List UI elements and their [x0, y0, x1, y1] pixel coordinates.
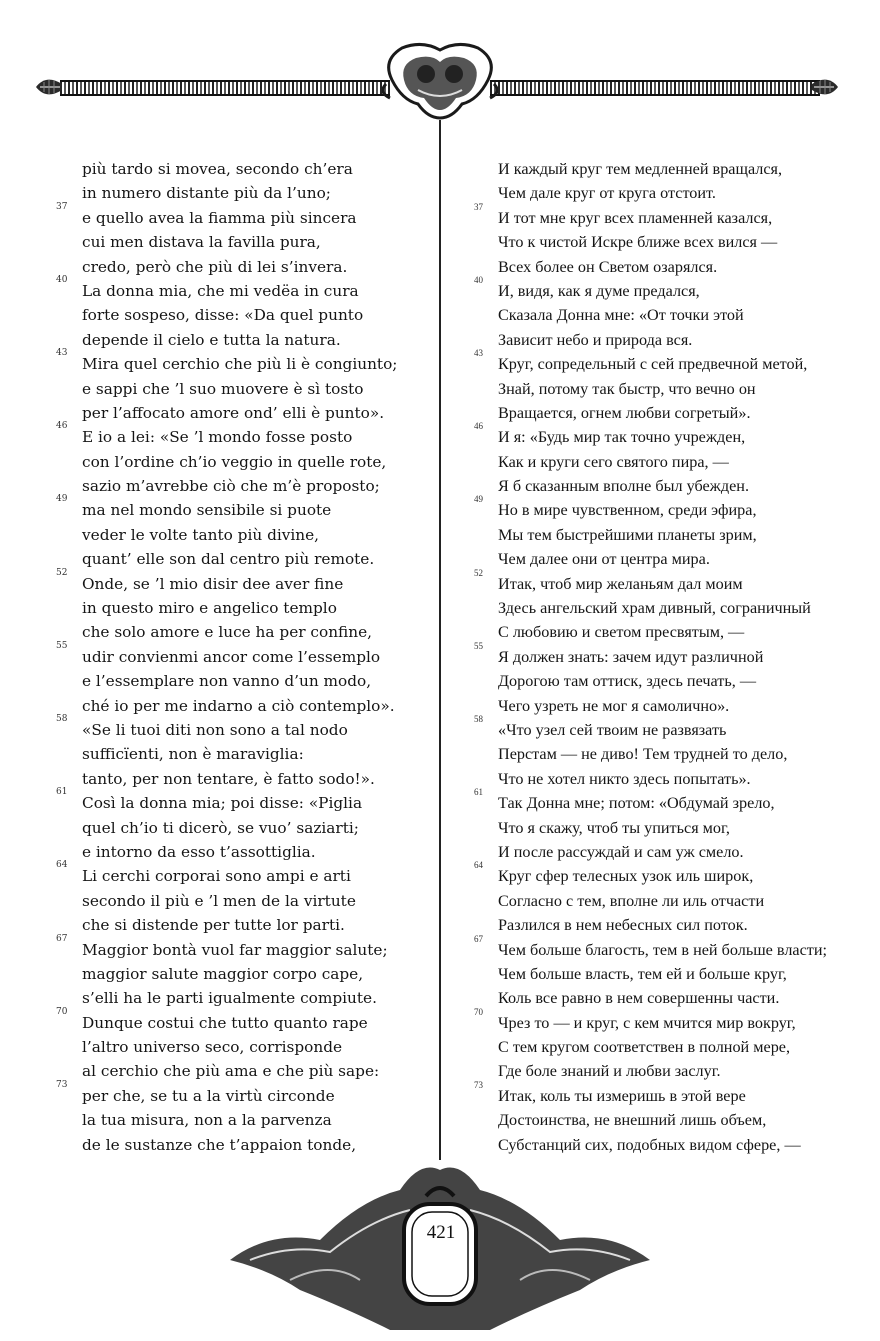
- verse-text: Достоинства, не внешний лишь объем,: [498, 1111, 767, 1130]
- russian-verse-line: [470, 1133, 850, 1157]
- verse-text: Знай, потому так быстр, что вечно он: [498, 379, 756, 398]
- italian-verse-line: [50, 201, 430, 230]
- verse-number: 40: [474, 274, 483, 285]
- russian-verse-line: [470, 377, 850, 401]
- verse-text: Субстанций сих, подобных видом сфере, —: [498, 1135, 801, 1154]
- verse-number: 73: [474, 1079, 483, 1090]
- verse-text: Дорогою там оттиск, здесь печать, —: [498, 672, 757, 691]
- verse-text: forte sospeso, disse: «Da quel punto: [82, 306, 364, 325]
- verse-text: per che, se tu a la virtù circonde: [82, 1086, 335, 1105]
- italian-verse-line: [50, 567, 430, 596]
- right-finial-icon: [810, 74, 840, 100]
- verse-text: Я б сказанным вполне был убежден.: [498, 477, 749, 496]
- verse-text: «Что узел сей твоим не развязать: [498, 720, 727, 739]
- verse-text: più tardo si movea, secondo ch’era: [82, 160, 353, 178]
- verse-text: udir convienmi ancor come l’essemplo: [82, 647, 381, 666]
- italian-verse-line: [50, 547, 430, 571]
- verse-text: e quello avea la fiamma più sincera: [82, 208, 357, 227]
- italian-verse-line: [50, 840, 430, 864]
- verse-text: e l’essemplare non vanno d’un modo,: [82, 672, 372, 691]
- verse-text: Mira quel cerchio che più li è congiunto;: [82, 355, 398, 374]
- verse-text: Чем далее они от центра мира.: [498, 550, 710, 569]
- verse-text: che solo amore e luce ha per confine,: [82, 623, 373, 642]
- russian-verse-line: [470, 567, 850, 596]
- verse-text: Сказала Донна мне: «От точки этой: [498, 306, 744, 325]
- italian-verse-line: [50, 401, 430, 425]
- verse-text: maggior salute maggior corpo cape,: [82, 964, 364, 983]
- russian-verse-line: [470, 230, 850, 254]
- russian-verse-line: [470, 274, 850, 303]
- verse-text: in numero distante più da l’uno;: [82, 184, 331, 203]
- russian-verse-line: [470, 596, 850, 620]
- italian-verse-line: [50, 523, 430, 547]
- russian-verse-line: [470, 1059, 850, 1083]
- verse-text: veder le volte tanto più divine,: [82, 525, 320, 544]
- italian-verse-line: [50, 230, 430, 254]
- russian-verse-line: [470, 157, 850, 181]
- russian-verse-line: [470, 303, 850, 327]
- verse-text: Что я скажу, чтоб ты упиться мог,: [498, 818, 730, 837]
- italian-verse-line: [50, 816, 430, 840]
- verse-text: Чем больше благость, тем в ней больше власти;: [498, 940, 828, 959]
- verse-text: Разлился в нем небесных сил поток.: [498, 916, 748, 935]
- verse-text: Итак, коль ты измеришь в этой вере: [498, 1086, 746, 1105]
- russian-verse-line: [470, 474, 850, 498]
- russian-verse-line: [470, 933, 850, 962]
- page-number: 421: [426, 1222, 456, 1243]
- verse-number: 55: [474, 640, 483, 651]
- verse-text: Maggior bontà vuol far maggior salute;: [82, 940, 388, 959]
- russian-verse-line: [470, 889, 850, 913]
- russian-verse-line: [470, 767, 850, 791]
- verse-text: sufficïenti, non è maraviglia:: [82, 745, 304, 764]
- italian-verse-line: [50, 1079, 430, 1108]
- italian-verse-line: [50, 620, 430, 644]
- russian-verse-line: [470, 523, 850, 547]
- italian-verse-line: [50, 889, 430, 913]
- italian-verse-line: [50, 157, 430, 181]
- verse-text: Коль все равно в нем совершенны части.: [498, 989, 780, 1008]
- verse-text: La donna mia, che mi vedëa in cura: [82, 281, 359, 300]
- verse-text: Вращается, огнем любви согретый».: [498, 403, 751, 422]
- verse-text: de le sustanze che t’appaion tonde,: [82, 1135, 357, 1154]
- verse-text: И, видя, как я думе предался,: [498, 281, 700, 300]
- verse-text: e sappi che ’l suo muovere è sì tosto: [82, 379, 364, 398]
- verse-text: al cerchio che più ama e che più sape:: [82, 1062, 380, 1081]
- verse-text: che si distende per tutte lor parti.: [82, 916, 345, 935]
- verse-text: Круг сфер телесных узок иль широк,: [498, 867, 754, 886]
- italian-verse-line: [50, 767, 430, 791]
- italian-verse-line: [50, 450, 430, 474]
- italian-verse-line: [50, 181, 430, 205]
- russian-verse-line: [470, 713, 850, 742]
- verse-text: С любовию и светом пресвятым, —: [498, 623, 745, 642]
- header-rod-right: [490, 80, 820, 96]
- italian-verse-line: [50, 669, 430, 693]
- russian-verse-line: [470, 1006, 850, 1035]
- russian-verse-line: [470, 620, 850, 644]
- italian-verse-line: [50, 255, 430, 279]
- italian-verse-line: [50, 274, 430, 303]
- verse-text: Я должен знать: зачем идут различной: [498, 647, 764, 666]
- footer-ornament-icon: [230, 1160, 650, 1340]
- italian-verse-line: [50, 860, 430, 888]
- verse-text: Чего узреть не мог я самолично».: [498, 696, 730, 715]
- italian-verse-line: [50, 328, 430, 352]
- verse-number: 46: [474, 421, 483, 432]
- italian-verse-line: [50, 474, 430, 498]
- verse-number: 37: [56, 201, 68, 212]
- verse-text: secondo il più e ’l men de la virtute: [82, 891, 356, 910]
- verse-text: con l’ordine ch’io veggio in quelle rote,: [82, 452, 387, 471]
- verse-text: s’elli ha le parti igualmente compiute.: [82, 989, 377, 1008]
- russian-verse-line: [470, 255, 850, 279]
- verse-text: И тот мне круг всех пламенней казался,: [498, 208, 773, 227]
- russian-verse-line: [470, 328, 850, 352]
- verse-text: in questo miro e angelico templo: [82, 599, 337, 618]
- italian-verse-line: [50, 962, 430, 986]
- verse-text: Чрез то — и круг, с кем мчится мир вокруг,: [498, 1013, 796, 1032]
- verse-text: И каждый круг тем медленней вращался,: [498, 160, 783, 178]
- italian-verse-line: [50, 742, 430, 766]
- verse-text: Così la donna mia; poi disse: «Piglia: [82, 794, 363, 813]
- verse-text: e intorno da esso t’assottiglia.: [82, 842, 316, 861]
- verse-text: depende il cielo e tutta la natura.: [82, 330, 341, 349]
- russian-verse-line: [470, 640, 850, 669]
- italian-verse-line: [50, 596, 430, 620]
- russian-verse-line: [470, 401, 850, 425]
- italian-verse-line: [50, 377, 430, 401]
- verse-number: 40: [56, 274, 68, 285]
- russian-verse-line: [470, 860, 850, 888]
- russian-verse-line: [470, 547, 850, 571]
- verse-text: Так Донна мне; потом: «Обдумай зрело,: [498, 794, 775, 813]
- verse-number: 46: [56, 421, 68, 432]
- italian-verse-line: [50, 1059, 430, 1083]
- verse-text: С тем кругом соответствен в полной мере,: [498, 1038, 791, 1057]
- verse-number: 52: [56, 567, 68, 578]
- italian-verse-line: [50, 713, 430, 742]
- italian-verse-line: [50, 494, 430, 522]
- verse-text: quel ch’io ti dicerò, se vuo’ saziarti;: [82, 818, 359, 837]
- italian-verse-line: [50, 694, 430, 718]
- verse-text: Dunque costui che tutto quanto rape: [82, 1013, 368, 1032]
- russian-verse-line: [470, 742, 850, 766]
- verse-text: Что к чистой Искре ближе всех вился —: [498, 233, 778, 252]
- verse-number: 52: [474, 567, 483, 578]
- verse-number: 58: [474, 713, 483, 724]
- verse-text: Чем дале круг от круга отстоит.: [498, 184, 716, 203]
- verse-text: Как и круги сего святого пира, —: [498, 452, 729, 471]
- russian-verse-line: [470, 348, 850, 376]
- verse-number: 64: [474, 860, 483, 871]
- verse-text: Здесь ангельский храм дивный, сограничный: [498, 599, 811, 618]
- verse-number: 67: [474, 933, 483, 944]
- italian-verse-line: [50, 640, 430, 669]
- verse-text: tanto, per non tentare, è fatto sodo!».: [82, 769, 375, 788]
- russian-verse-line: [470, 181, 850, 205]
- italian-verse-line: [50, 348, 430, 376]
- verse-text: «Se li tuoi diti non sono a tal nodo: [82, 720, 348, 739]
- verse-text: И после рассуждай и сам уж смело.: [498, 842, 744, 861]
- verse-text: Но в мире чувственном, среди эфира,: [498, 501, 757, 520]
- verse-number: 67: [56, 933, 68, 944]
- header-rod-left: [60, 80, 390, 96]
- italian-verse-line: [50, 421, 430, 449]
- verse-text: per l’affocato amore ond’ elli è punto».: [82, 403, 385, 422]
- russian-verse-line: [470, 669, 850, 693]
- russian-verse-line: [470, 787, 850, 815]
- verse-number: 49: [474, 494, 483, 505]
- verse-text: Что не хотел никто здесь попытать».: [498, 769, 751, 788]
- verse-text: cui men distava la favilla pura,: [82, 233, 321, 252]
- verse-number: 73: [56, 1079, 68, 1090]
- verse-text: Зависит небо и природа вся.: [498, 330, 693, 349]
- verse-number: 70: [56, 1006, 68, 1017]
- italian-text-column: [50, 157, 430, 1157]
- left-finial-icon: [34, 74, 64, 100]
- verse-number: 49: [56, 494, 68, 505]
- verse-text: Li cerchi corporai sono ampi e arti: [82, 867, 351, 886]
- verse-number: 61: [56, 787, 68, 798]
- cherubs-cartouche-icon: [382, 40, 498, 120]
- italian-verse-line: [50, 1035, 430, 1059]
- italian-verse-line: [50, 933, 430, 962]
- verse-text: Чем больше власть, тем ей и больше круг,: [498, 964, 787, 983]
- italian-verse-line: [50, 1108, 430, 1132]
- verse-text: Итак, чтоб мир желаньям дал моим: [498, 574, 743, 593]
- russian-verse-line: [470, 962, 850, 986]
- verse-number: 58: [56, 713, 68, 724]
- russian-verse-line: [470, 1079, 850, 1108]
- verse-text: ché io per me indarno a ciò contemplo».: [82, 696, 395, 715]
- column-divider: [439, 120, 441, 1160]
- verse-text: credo, però che più di lei s’invera.: [82, 257, 348, 276]
- russian-verse-line: [470, 840, 850, 864]
- russian-text-column: [470, 157, 850, 1157]
- verse-number: 37: [474, 201, 483, 212]
- russian-verse-line: [470, 201, 850, 230]
- verse-text: Всех более он Светом озарялся.: [498, 257, 718, 276]
- russian-verse-line: [470, 816, 850, 840]
- russian-verse-line: [470, 986, 850, 1010]
- verse-number: 55: [56, 640, 68, 651]
- verse-text: Согласно с тем, вполне ли иль отчасти: [498, 891, 765, 910]
- italian-verse-line: [50, 1006, 430, 1035]
- verse-text: И я: «Будь мир так точно учрежден,: [498, 428, 746, 447]
- russian-verse-line: [470, 913, 850, 937]
- russian-verse-line: [470, 421, 850, 449]
- italian-verse-line: [50, 787, 430, 815]
- italian-verse-line: [50, 1133, 430, 1157]
- verse-text: E io a lei: «Se ’l mondo fosse posto: [82, 428, 353, 447]
- verse-text: quant’ elle son dal centro più remote.: [82, 550, 375, 569]
- italian-verse-line: [50, 303, 430, 327]
- verse-text: Где боле знаний и любви заслуг.: [498, 1062, 721, 1081]
- russian-verse-line: [470, 1035, 850, 1059]
- russian-verse-line: [470, 494, 850, 522]
- russian-verse-line: [470, 1108, 850, 1132]
- verse-text: Круг, сопредельный с сей предвечной метой,: [498, 355, 808, 374]
- verse-text: l’altro universo seco, corrisponde: [82, 1038, 343, 1057]
- russian-verse-line: [470, 450, 850, 474]
- italian-verse-line: [50, 986, 430, 1010]
- verse-text: Onde, se ’l mio disir dee aver fine: [82, 574, 344, 593]
- verse-text: sazio m’avrebbe ciò che m’è proposto;: [82, 477, 380, 496]
- verse-text: Перстам — не диво! Тем трудней то дело,: [498, 745, 788, 764]
- verse-text: ma nel mondo sensibile si puote: [82, 501, 332, 520]
- verse-number: 43: [56, 348, 68, 359]
- verse-number: 43: [474, 348, 483, 359]
- italian-verse-line: [50, 913, 430, 937]
- verse-number: 70: [474, 1006, 483, 1017]
- verse-number: 64: [56, 860, 68, 871]
- verse-text: la tua misura, non a la parvenza: [82, 1111, 332, 1130]
- russian-verse-line: [470, 694, 850, 718]
- verse-number: 61: [474, 787, 483, 798]
- verse-text: Мы тем быстрейшими планеты зрим,: [498, 525, 757, 544]
